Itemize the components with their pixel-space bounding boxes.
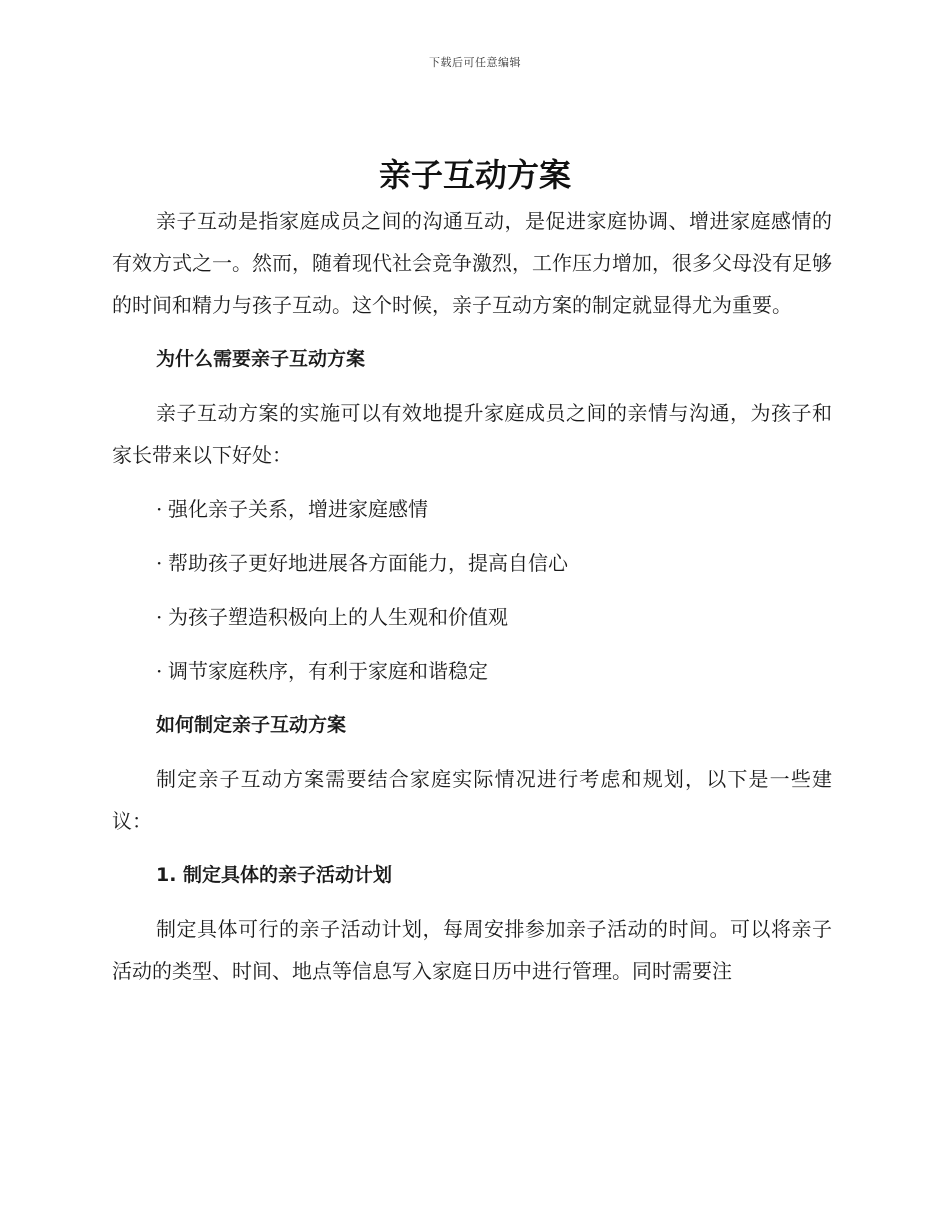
section-heading-why: 为什么需要亲子互动方案 xyxy=(156,348,366,370)
document-body xyxy=(112,200,832,992)
bullet-dot-icon: · xyxy=(156,605,163,629)
bullet-item xyxy=(112,488,832,530)
header-note: 下载后可任意编辑 xyxy=(429,56,521,69)
section-why-paragraph: 亲子互动方案的实施可以有效地提升家庭成员之间的亲情与沟通，为孩子和家长带来以下好处： xyxy=(112,401,832,467)
bullet-text: 强化亲子关系，增进家庭感情 xyxy=(168,497,428,521)
bullet-item xyxy=(112,650,832,692)
bullet-dot-icon: · xyxy=(156,497,163,521)
section-heading-how: 如何制定亲子互动方案 xyxy=(156,714,347,736)
document-title: 亲子互动方案 xyxy=(378,156,571,194)
section-how-paragraph: 制定亲子互动方案需要结合家庭实际情况进行考虑和规划，以下是一些建议： xyxy=(112,767,832,833)
bullet-text: 调节家庭秩序，有利于家庭和谐稳定 xyxy=(168,659,488,683)
bullet-text: 帮助孩子更好地进展各方面能力，提高自信心 xyxy=(168,551,568,575)
bullet-dot-icon: · xyxy=(156,659,163,683)
bullet-dot-icon: · xyxy=(156,551,163,575)
bullet-item xyxy=(112,596,832,638)
subsection-heading-plan: 1. 制定具体的亲子活动计划 xyxy=(156,864,393,886)
intro-paragraph: 亲子互动是指家庭成员之间的沟通互动，是促进家庭协调、增进家庭感情的有效方式之一。然而，随着现代社会竞争激烈，工作压力增加，很多父母没有足够的时间和精力与孩子互动。这个时候，亲子互动方案的制定就显得尤为重要。 xyxy=(112,209,832,317)
bullet-text: 为孩子塑造积极向上的人生观和价值观 xyxy=(168,605,508,629)
bullet-item xyxy=(112,542,832,584)
subsection-plan-paragraph: 制定具体可行的亲子活动计划，每周安排参加亲子活动的时间。可以将亲子活动的类型、时间、地点等信息写入家庭日历中进行管理。同时需要注 xyxy=(112,917,832,983)
